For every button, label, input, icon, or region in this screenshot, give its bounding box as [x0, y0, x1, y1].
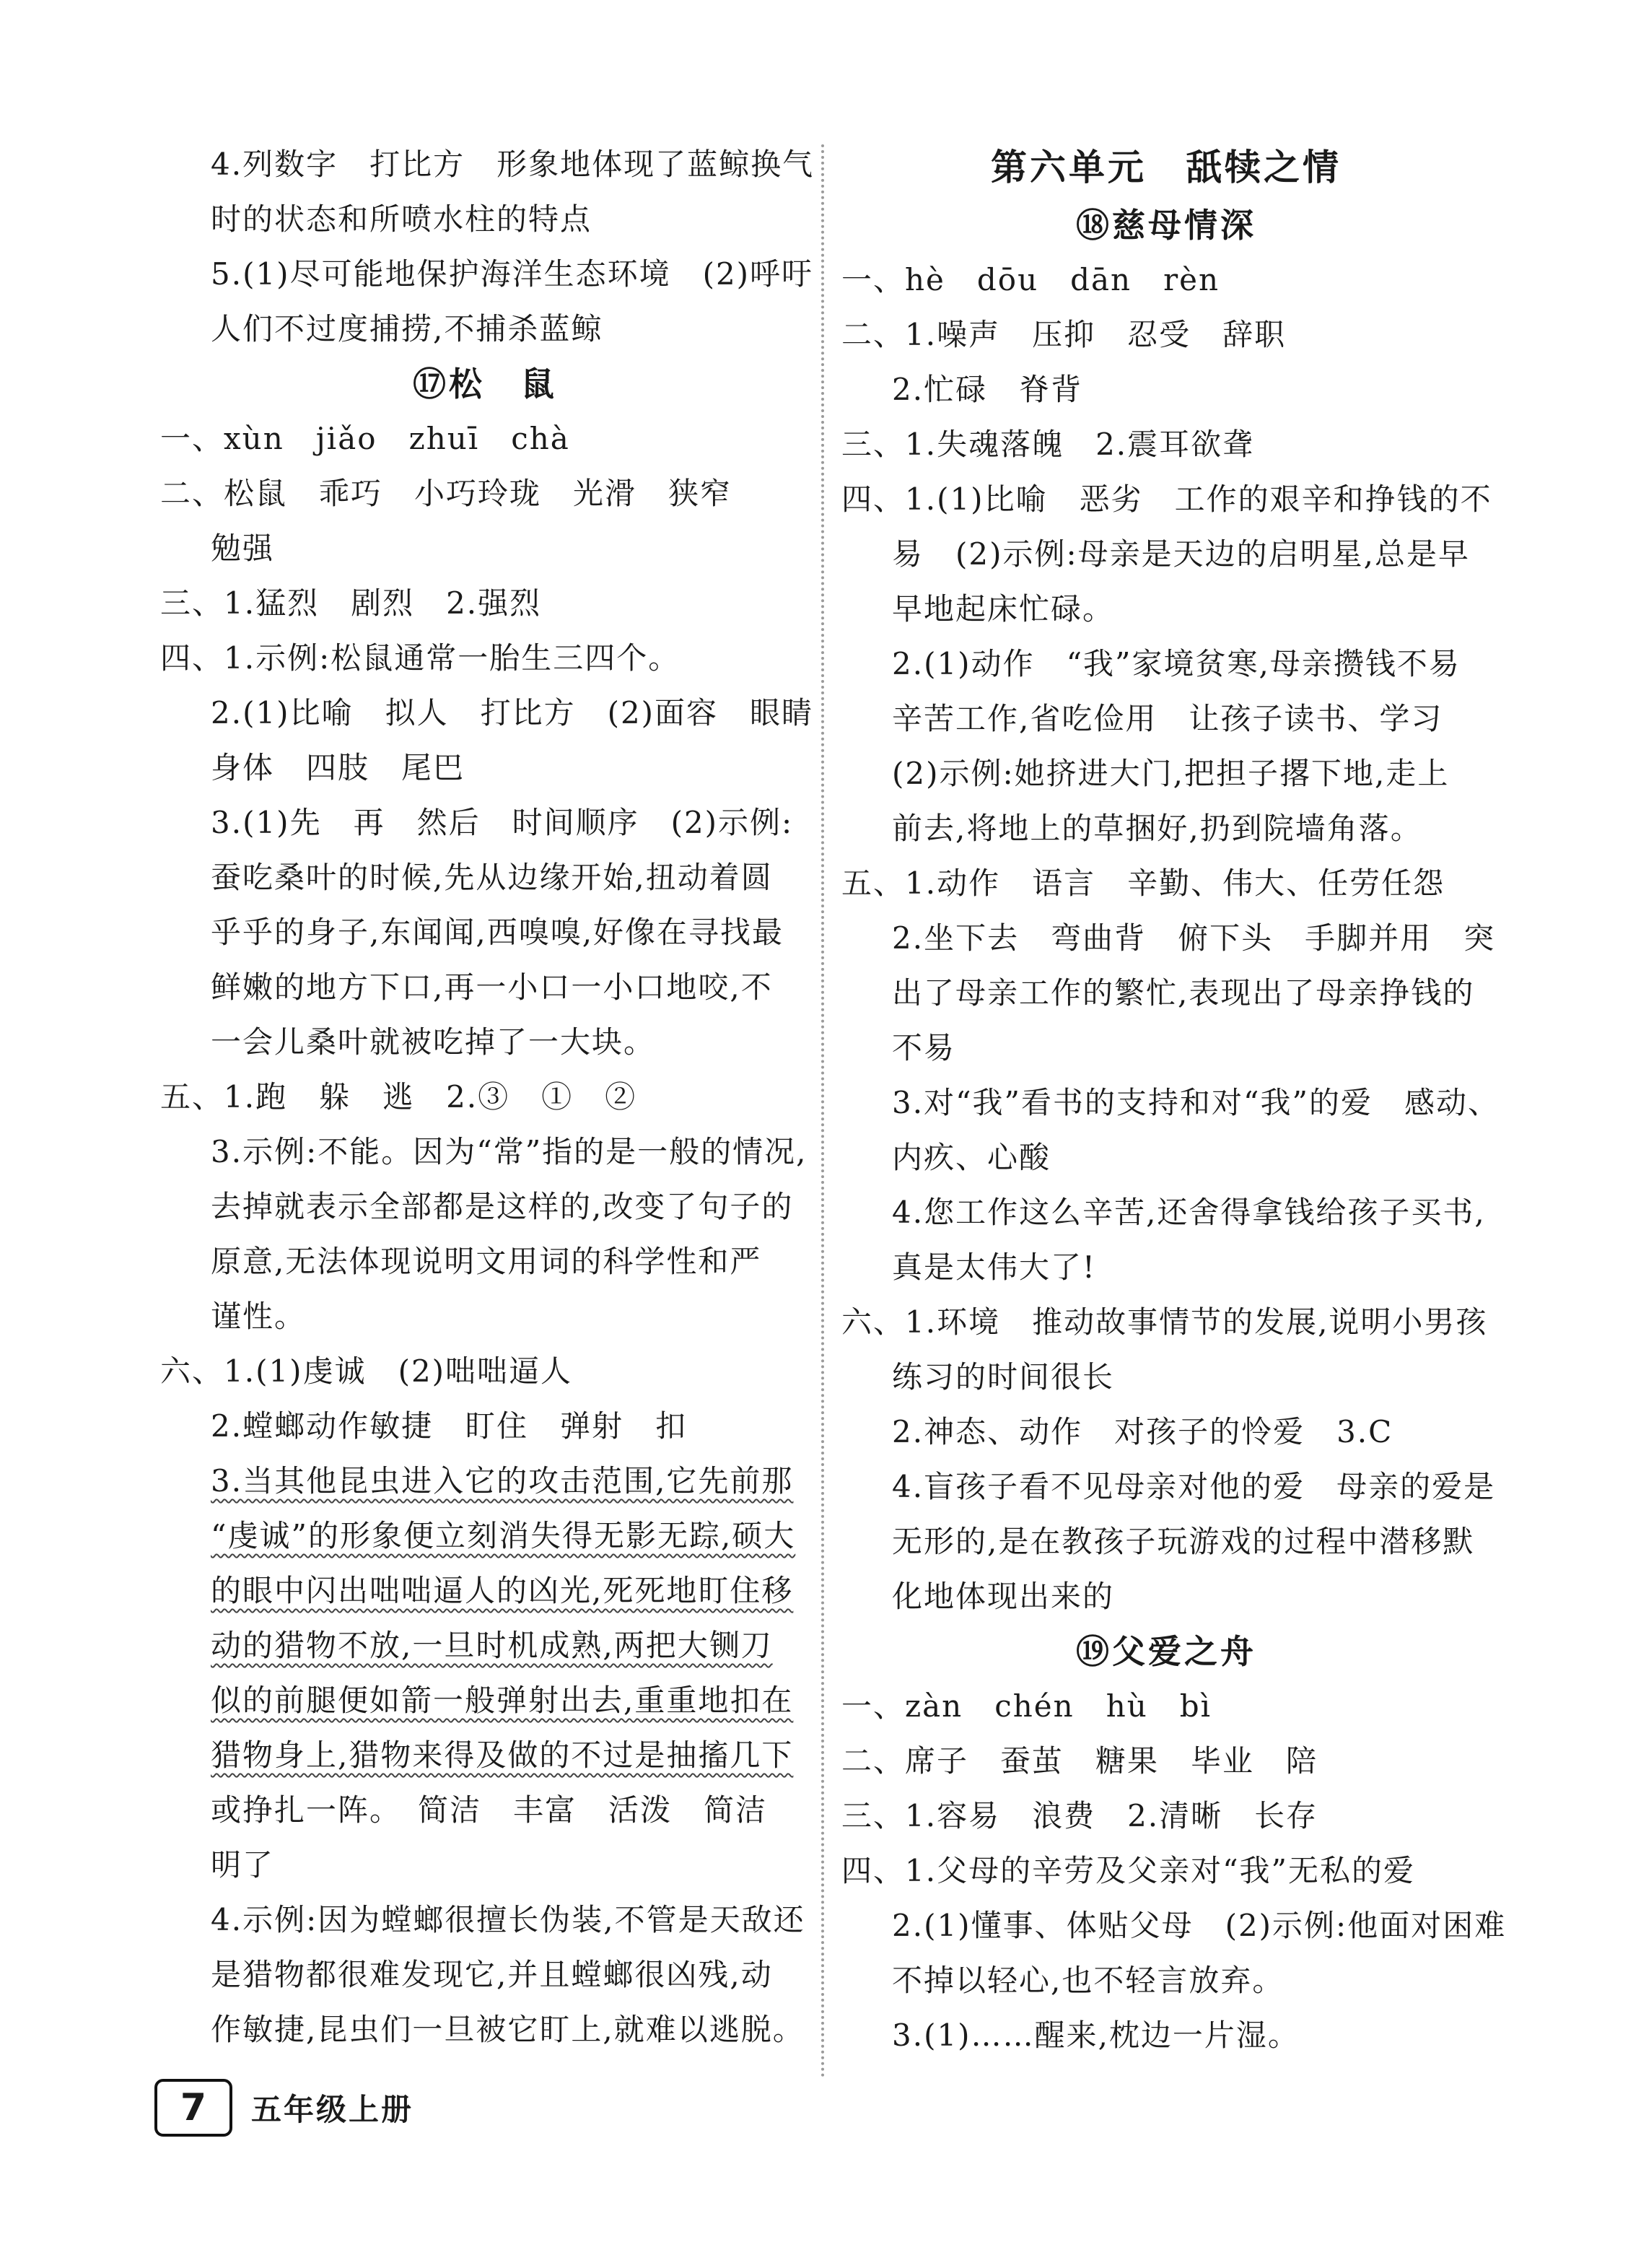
answer-line: [841, 582, 1491, 637]
answer-line: [160, 1563, 810, 1618]
answer-line: [160, 192, 810, 247]
answer-line: [841, 911, 1496, 966]
answer-line: [841, 692, 1491, 746]
answer-line: [841, 1295, 1491, 1350]
answer-line: [160, 850, 810, 905]
line-text: 蚕吃桑叶的时候,先从边缘开始,扭动着圆: [211, 860, 773, 895]
line-text: 人们不过度捕捞,不捕杀蓝鲸: [211, 311, 603, 346]
line-text: 四、1.(1)比喻 恶劣 工作的艰辛和挣钱的不: [841, 481, 1492, 517]
line-text: 2.忙碌 脊背: [892, 372, 1083, 407]
line-text: 时的状态和所喷水柱的特点: [211, 201, 592, 237]
line-text: ⑲父爱之舟: [1076, 1632, 1256, 1671]
line-text: 第六单元 舐犊之情: [991, 147, 1342, 188]
answer-line: [160, 576, 810, 631]
answer-line: [841, 637, 1491, 692]
answer-line: [160, 247, 814, 302]
line-text: 一、xùn jiǎo zhuī chà: [160, 421, 570, 456]
answer-line: [160, 1015, 810, 1070]
line-text: 五、1.动作 语言 辛勤、伟大、任劳任怨: [841, 865, 1445, 901]
line-text: 四、1.父母的辛劳及父亲对“我”无私的爱: [841, 1853, 1416, 1888]
answer-line: [160, 686, 814, 741]
answer-line: [160, 795, 810, 850]
answer-line: [160, 466, 810, 521]
answer-line: [841, 1679, 1491, 1734]
line-text: 是猎物都很难发现它,并且螳螂很凶残,动: [211, 1957, 773, 1992]
line-text: 四、1.示例:松鼠通常一胎生三四个。: [160, 640, 680, 676]
line-text: 五、1.跑 躲 逃 2.③ ① ②: [160, 1079, 637, 1115]
line-text: 六、1.环境 推动故事情节的发展,说明小男孩: [841, 1304, 1488, 1340]
answer-line: [160, 1289, 810, 1344]
line-text: 3.对“我”看书的支持和对“我”的爱 感动、: [892, 1085, 1500, 1120]
answer-line: [841, 801, 1491, 856]
line-text: 二、松鼠 乖巧 小巧玲珑 光滑 狭窄: [160, 476, 732, 511]
line-text: 无形的,是在教孩子玩游戏的过程中潜移默: [892, 1524, 1475, 1559]
line-text: (2)示例:她挤进大门,把担子撂下地,走上: [892, 756, 1450, 791]
line-text: 3.(1)先 再 然后 时间顺序 (2)示例:: [211, 805, 794, 840]
answer-line: [160, 137, 815, 192]
line-text: 练习的时间很长: [892, 1359, 1115, 1395]
answer-line: [160, 411, 810, 466]
line-text: 3.当其他昆虫进入它的攻击范围,它先前那: [211, 1463, 794, 1499]
line-text: ⑰松 鼠: [413, 365, 557, 404]
answer-line: [160, 1234, 810, 1289]
line-text: 4.示例:因为螳螂很擅长伪装,不管是天敌还: [211, 1902, 805, 1937]
answer-line: [160, 1070, 810, 1125]
answer-line: [160, 1344, 810, 1399]
line-text: 谨性。: [211, 1299, 307, 1334]
line-text: 不易: [892, 1030, 956, 1065]
line-text: 4.列数字 打比方 形象地体现了蓝鲸换气: [211, 147, 815, 182]
answer-line: [160, 1509, 810, 1563]
answer-line: [841, 1789, 1491, 1844]
line-text: ⑱慈母情深: [1076, 206, 1256, 245]
line-text: 4.盲孩子看不见母亲对他的爱 母亲的爱是: [892, 1469, 1496, 1504]
page-number: 7: [154, 2079, 232, 2137]
answer-line: [841, 1076, 1500, 1130]
line-text: 内疚、心酸: [892, 1140, 1051, 1175]
answer-line: [841, 1185, 1491, 1240]
answer-line: [160, 1838, 810, 1893]
section-heading: [160, 357, 810, 411]
answer-line: [160, 1399, 810, 1454]
line-text: 明了: [211, 1847, 275, 1883]
line-text: 2.螳螂动作敏捷 盯住 弹射 扣: [211, 1408, 688, 1444]
answer-line: [841, 472, 1491, 527]
line-text: 真是太伟大了!: [892, 1249, 1096, 1285]
answer-line: [841, 746, 1491, 801]
answer-line: [160, 521, 810, 576]
line-text: 或挣扎一阵。 简洁 丰富 活泼 简洁: [211, 1792, 768, 1828]
answer-line: [160, 905, 810, 960]
answer-line: [160, 1948, 810, 2002]
line-text: 2.(1)懂事、体贴父母 (2)示例:他面对困难: [892, 1908, 1507, 1943]
line-text: 前去,将地上的草捆好,扔到院墙角落。: [892, 811, 1422, 846]
line-text: 作敏捷,昆虫们一旦被它盯上,就难以逃脱。: [211, 2012, 805, 2047]
section-heading: [841, 1624, 1491, 1679]
answer-line: [841, 1734, 1491, 1789]
answer-line: [841, 362, 1491, 417]
line-text: 的眼中闪出咄咄逼人的凶光,死死地盯住移: [211, 1573, 794, 1608]
answer-line: [841, 1844, 1491, 1898]
answer-line: [841, 1240, 1491, 1295]
answer-line: [841, 1350, 1491, 1405]
line-text: 5.(1)尽可能地保护海洋生态环境 (2)呼吁: [211, 256, 814, 292]
line-text: 易 (2)示例:母亲是天边的启明星,总是早: [892, 536, 1470, 572]
line-text: 乎乎的身子,东闻闻,西嗅嗅,好像在寻找最: [211, 915, 784, 950]
answer-line: [841, 1021, 1491, 1076]
line-text: 三、1.容易 浪费 2.清晰 长存: [841, 1798, 1318, 1833]
grade-label: 五年级上册: [251, 2092, 414, 2127]
column-divider: [821, 144, 824, 2079]
line-text: 2.神态、动作 对孩子的怜爱 3.C: [892, 1414, 1393, 1449]
line-text: 不掉以轻心,也不轻言放弃。: [892, 1963, 1285, 1998]
line-text: 辛苦工作,省吃俭用 让孩子读书、学习: [892, 701, 1443, 736]
line-text: 勉强: [211, 531, 275, 566]
answer-line: [841, 1130, 1491, 1185]
answer-line: [160, 1125, 810, 1179]
answer-line: [160, 1728, 810, 1783]
line-text: 2.坐下去 弯曲背 俯下头 手脚并用 突: [892, 920, 1496, 956]
answer-line: [841, 527, 1491, 582]
answer-line: [841, 1405, 1491, 1460]
line-text: 2.(1)动作 “我”家境贫寒,母亲攒钱不易: [892, 646, 1461, 681]
line-text: 动的猎物不放,一旦时机成熟,两把大铡刀: [211, 1628, 773, 1663]
answer-line: [841, 1569, 1491, 1624]
line-text: 化地体现出来的: [892, 1579, 1115, 1614]
answer-line: [841, 1514, 1491, 1569]
line-text: 3.(1)……醒来,枕边一片湿。: [892, 2018, 1300, 2053]
line-text: 一、zàn chén hù bì: [841, 1688, 1212, 1724]
answer-line: [160, 1783, 810, 1838]
answer-line: [160, 631, 810, 686]
answer-line: [841, 308, 1491, 362]
answer-line: [160, 1179, 810, 1234]
answer-line: [841, 1898, 1507, 1953]
line-text: 猎物身上,猎物来得及做的不过是抽搐几下: [211, 1737, 794, 1773]
answer-line: [841, 1953, 1491, 2008]
answer-line: [841, 2008, 1491, 2063]
section-heading: [841, 137, 1491, 198]
line-text: 原意,无法体现说明文用词的科学性和严: [211, 1244, 762, 1279]
page-footer: [154, 2079, 413, 2137]
line-text: 六、1.(1)虔诚 (2)咄咄逼人: [160, 1353, 573, 1389]
line-text: 似的前腿便如箭一般弹射出去,重重地扣在: [211, 1683, 794, 1718]
line-text: 一会儿桑叶就被吃掉了一大块。: [211, 1024, 656, 1060]
answer-line: [841, 966, 1491, 1021]
line-text: 早地起床忙碌。: [892, 591, 1115, 627]
answer-line: [160, 1893, 810, 1948]
line-text: 一、hè dōu dān rèn: [841, 262, 1220, 297]
answer-line: [841, 1460, 1496, 1514]
line-text: 鲜嫩的地方下口,再一小口一小口地咬,不: [211, 969, 773, 1005]
answer-line: [160, 741, 810, 795]
line-text: 4.您工作这么辛苦,还舍得拿钱给孩子买书,: [892, 1195, 1486, 1230]
answer-line: [841, 417, 1491, 472]
line-text: 三、1.猛烈 剧烈 2.强烈: [160, 585, 542, 621]
answer-line: [160, 2002, 810, 2057]
line-text: “虔诚”的形象便立刻消失得无影无踪,硕大: [211, 1518, 796, 1553]
line-text: 3.示例:不能。因为“常”指的是一般的情况,: [211, 1134, 808, 1169]
answer-line: [160, 1618, 810, 1673]
line-text: 三、1.失魂落魄 2.震耳欲聋: [841, 427, 1255, 462]
answer-line: [160, 302, 810, 357]
line-text: 去掉就表示全部都是这样的,改变了句子的: [211, 1189, 794, 1224]
line-text: 出了母亲工作的繁忙,表现出了母亲挣钱的: [892, 975, 1475, 1011]
right-column: [841, 137, 1507, 2063]
line-text: 二、1.噪声 压抑 忍受 辞职: [841, 317, 1287, 352]
line-text: 二、席子 蚕茧 糖果 毕业 陪: [841, 1743, 1318, 1779]
answer-line: [841, 856, 1491, 911]
section-heading: [841, 198, 1491, 253]
answer-line: [160, 1673, 810, 1728]
line-text: 2.(1)比喻 拟人 打比方 (2)面容 眼睛: [211, 695, 814, 730]
answer-line: [160, 960, 810, 1015]
line-text: 身体 四肢 尾巴: [211, 750, 465, 785]
left-column: [160, 137, 815, 2057]
answer-line: [841, 253, 1491, 308]
answer-line: [160, 1454, 810, 1509]
